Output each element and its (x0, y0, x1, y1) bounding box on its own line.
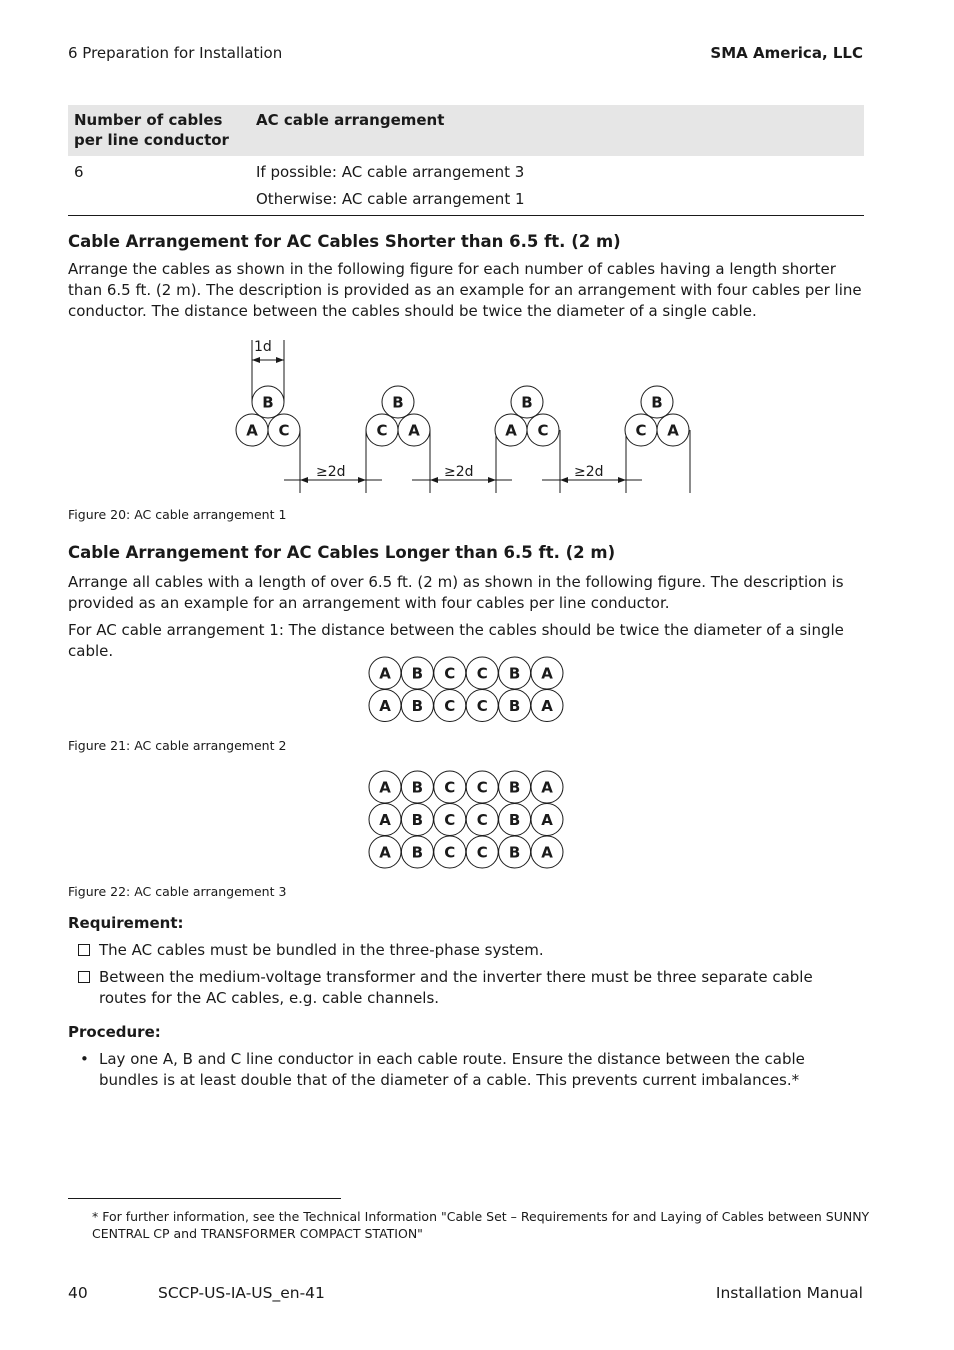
cable-label: C (476, 697, 488, 715)
paragraph: Arrange the cables as shown in the following figure for each number of cables having a length shorter than 6.5 ft. (2 m). The description is provided as an example for an arrangement with four cables per line conductor. The distance between the cables should be twice the diameter of a single cable. (68, 260, 862, 320)
table-header-row (68, 105, 864, 156)
cable-label: A (541, 811, 553, 829)
cable-circle (531, 836, 563, 868)
cable-circle (531, 690, 563, 722)
cable-label: A (541, 778, 553, 797)
cable-circle (466, 690, 498, 722)
cable-circle (382, 386, 414, 418)
cable-circle (366, 414, 398, 446)
table-cell: 6 (74, 163, 84, 181)
footnote: * For further information, see the Technical Information "Cable Set – Requirements for and Laying of Cables between SUNNY CENTRAL CP and TRANSFORMER COMPACT STATION" (92, 1209, 870, 1241)
table-cell (68, 186, 250, 216)
cable-label: A (246, 421, 258, 440)
cable-circle (466, 657, 498, 689)
cable-circle (434, 771, 466, 803)
cable-circle (252, 386, 284, 418)
paragraph: Arrange all cables with a length of over 6.5 ft. (2 m) as shown in the following figure. The description is provided as an example for an arrangement with four cables per line conductor. (68, 573, 844, 612)
cable-circle (625, 414, 657, 446)
figure-20-diagram (0, 330, 954, 505)
cable-label: B (508, 697, 521, 715)
cable-circle (495, 414, 527, 446)
cable-circle (466, 836, 498, 868)
cable-circle (466, 804, 498, 836)
cable-circle (369, 771, 401, 803)
cable-label: C (444, 697, 456, 715)
cable-circle (434, 804, 466, 836)
cable-label: C (476, 664, 488, 683)
cable-label: C (476, 811, 488, 829)
table-cell: If possible: AC cable arrangement 3 (256, 163, 525, 181)
cable-circle (369, 690, 401, 722)
cable-circle (369, 657, 401, 689)
cable-label: B (411, 811, 424, 829)
figure-caption: Figure 20: AC cable arrangement 1 (68, 507, 287, 522)
cable-label: C (635, 421, 647, 440)
cable-label: A (379, 778, 391, 797)
cable-circle (527, 414, 559, 446)
dimension-label-2d: ≥2d (574, 464, 604, 480)
cable-circle (401, 836, 433, 868)
dimension-label-2d: ≥2d (316, 464, 346, 480)
cable-label: C (537, 421, 549, 440)
figure-21-diagram (0, 655, 954, 727)
cable-label: A (379, 664, 391, 683)
cable-label: A (541, 697, 553, 715)
cable-circle (236, 414, 268, 446)
cable-label: C (444, 664, 456, 683)
cable-circle (369, 804, 401, 836)
checkbox-icon (78, 971, 90, 983)
cable-label: C (376, 421, 388, 440)
cable-label: B (651, 393, 663, 412)
requirement-label: Requirement: (68, 914, 184, 932)
cable-label: B (521, 393, 533, 412)
paragraph: For AC cable arrangement 1: The distance between the cables should be twice the diameter of a single cable. (68, 621, 844, 660)
cable-circle (369, 836, 401, 868)
cable-label: B (508, 843, 521, 862)
cable-label: A (505, 421, 517, 440)
figure-caption: Figure 21: AC cable arrangement 2 (68, 738, 287, 753)
cable-label: B (411, 843, 424, 862)
document-type: Installation Manual (715, 1284, 863, 1302)
cable-label: A (379, 697, 391, 715)
cable-label: A (379, 811, 391, 829)
bullet-icon: • (80, 1050, 89, 1068)
document-id: SCCP-US-IA-US_en-41 (158, 1284, 325, 1302)
cable-label: A (541, 664, 553, 683)
cable-circle (398, 414, 430, 446)
cable-circle (268, 414, 300, 446)
cable-circle (499, 690, 531, 722)
footnote-divider (68, 1198, 341, 1199)
cable-circle (531, 771, 563, 803)
cable-label: A (541, 843, 553, 862)
cable-label: B (508, 664, 521, 683)
table-header-cell: Number of cables per line conductor (68, 105, 250, 156)
table-header-cell: AC cable arrangement (250, 105, 864, 156)
section-heading: Cable Arrangement for AC Cables Shorter than 6.5 ft. (2 m) (68, 232, 621, 251)
cable-label: C (444, 778, 456, 797)
cable-circle (401, 657, 433, 689)
checkbox-icon (78, 944, 90, 956)
cable-circle (499, 836, 531, 868)
table-cell: Otherwise: AC cable arrangement 1 (250, 186, 864, 216)
figure-caption: Figure 22: AC cable arrangement 3 (68, 884, 287, 899)
cable-circle (499, 804, 531, 836)
cable-label: A (408, 421, 420, 440)
cable-circle (401, 771, 433, 803)
table-row (68, 156, 864, 186)
cable-circle (511, 386, 543, 418)
cable-circle (434, 836, 466, 868)
cable-label: C (278, 421, 290, 440)
cable-label: A (667, 421, 679, 440)
cable-label: B (411, 697, 424, 715)
cable-label: C (444, 843, 456, 862)
cable-circle (531, 804, 563, 836)
cable-table (68, 105, 864, 216)
cable-circle (641, 386, 673, 418)
cable-label: C (476, 843, 488, 862)
cable-circle (499, 657, 531, 689)
cable-circle (657, 414, 689, 446)
cable-circle (499, 771, 531, 803)
cable-circle (466, 771, 498, 803)
cable-label: B (411, 664, 424, 683)
figure-22-diagram (0, 769, 954, 873)
cable-circle (434, 690, 466, 722)
procedure-label: Procedure: (68, 1023, 161, 1041)
cable-label: B (508, 811, 521, 829)
cable-label: B (411, 778, 424, 797)
table-row (68, 186, 864, 216)
dimension-label-2d: ≥2d (444, 464, 474, 480)
cable-label: A (379, 843, 391, 862)
cable-label: C (444, 811, 456, 829)
dimension-label-1d: 1d (254, 339, 272, 355)
cable-circle (401, 804, 433, 836)
page-number: 40 (68, 1284, 88, 1302)
header-company: SMA America, LLC (710, 44, 863, 62)
cable-label: B (508, 778, 521, 797)
cable-label: B (262, 393, 274, 412)
cable-label: C (476, 778, 488, 797)
cable-circle (434, 657, 466, 689)
cable-circle (531, 657, 563, 689)
header-section-title: 6 Preparation for Installation (68, 44, 283, 62)
cable-circle (401, 690, 433, 722)
cable-label: B (392, 393, 404, 412)
section-heading: Cable Arrangement for AC Cables Longer than 6.5 ft. (2 m) (68, 543, 616, 562)
